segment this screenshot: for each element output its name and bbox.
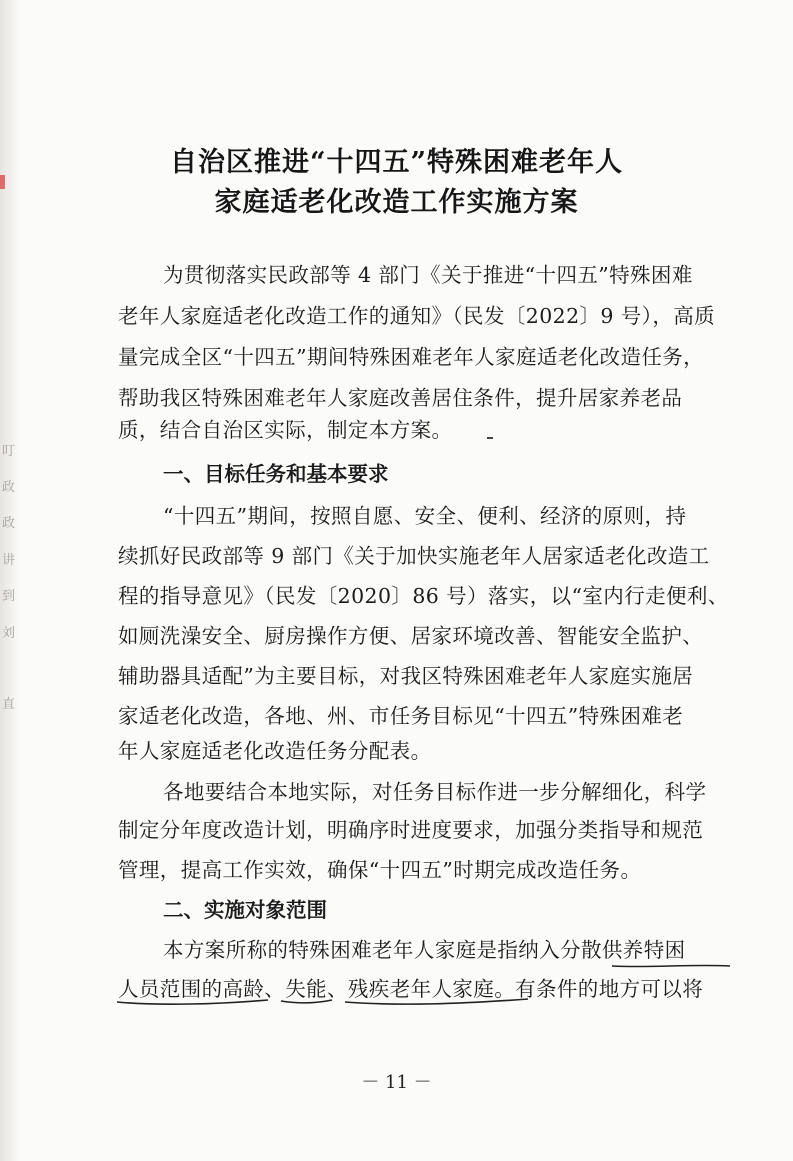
margin-bleed-text: 到	[2, 589, 16, 604]
section-heading-1: 一、目标任务和基本要求	[163, 462, 389, 486]
paragraph-line: 续抓好民政部等 9 部门《关于加快实施老年人居家适老化改造工	[118, 544, 710, 568]
margin-bleed-text: 直	[2, 697, 16, 712]
paragraph-line: “十四五”期间，按照自愿、安全、便利、经济的原则，持	[163, 504, 687, 528]
paragraph-line: 各地要结合本地实际，对任务目标作进一步分解细化，科学	[163, 780, 707, 804]
paragraph-line: 老年人家庭适老化改造工作的通知》（民发〔2022〕9 号），高质	[118, 304, 716, 328]
section-heading-2: 二、实施对象范围	[163, 898, 327, 922]
paragraph-line: 制定分年度改造计划，明确序时进度要求，加强分类指导和规范	[118, 818, 704, 842]
stray-mark	[487, 437, 493, 439]
paragraph-line: 帮助我区特殊困难老年人家庭改善居住条件，提升居家养老品	[118, 386, 683, 410]
paragraph-line: 本方案所称的特殊困难老年人家庭是指纳入分散供养特困	[163, 938, 686, 962]
document-title-line-1: 自治区推进“十四五”特殊困难老年人	[169, 147, 624, 178]
paragraph-line: 管理，提高工作实效，确保“十四五”时期完成改造任务。	[118, 858, 642, 882]
paragraph-line: 程的指导意见》（民发〔2020〕86 号）落实，以“室内行走便利、	[118, 584, 729, 608]
paragraph-line: 家适老化改造，各地、州、市任务目标见“十四五”特殊困难老	[118, 704, 684, 728]
document-title-line-2: 家庭适老化改造工作实施方案	[214, 187, 579, 218]
paragraph-line: 质，结合自治区实际，制定本方案。	[118, 418, 453, 442]
paragraph-line: 人员范围的高龄、失能、残疾老年人家庭。有条件的地方可以将	[118, 977, 704, 1001]
paragraph-line: 量完成全区“十四五”期间特殊困难老年人家庭适老化改造任务，	[118, 345, 705, 369]
paragraph-line: 为贯彻落实民政部等 4 部门《关于推进“十四五”特殊困难	[163, 263, 693, 287]
paragraph-line: 如厕洗澡安全、厨房操作方便、居家环境改善、智能安全监护、	[118, 624, 704, 648]
margin-bleed-text: 刘	[2, 626, 16, 641]
underline-stroke	[612, 965, 730, 966]
margin-bleed-text: 政	[2, 480, 16, 495]
margin-bleed-text: 讲	[2, 553, 16, 568]
margin-bleed-text: 叮	[2, 444, 16, 459]
paragraph-line: 辅助器具适配”为主要目标，对我区特殊困难老年人家庭实施居	[118, 664, 694, 688]
page-number: － 11 －	[361, 1072, 432, 1093]
paragraph-line: 年人家庭适老化改造任务分配表。	[118, 739, 432, 763]
margin-bleed-text: 政	[2, 516, 16, 531]
